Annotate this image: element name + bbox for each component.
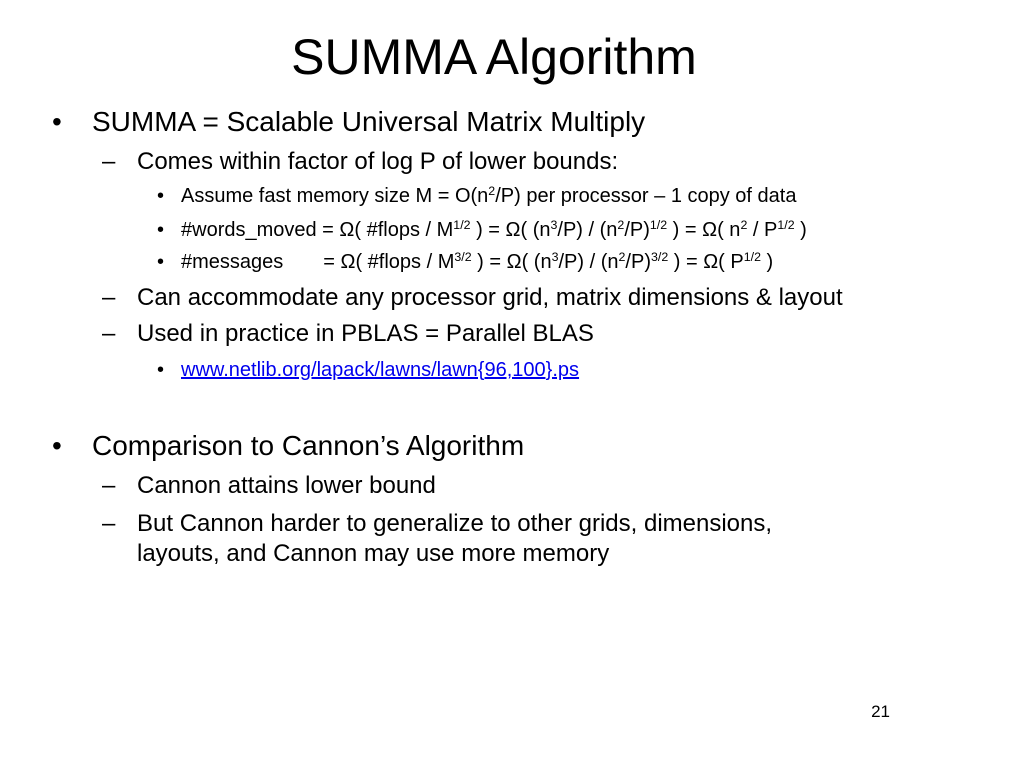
text: ) (760, 251, 774, 273)
text: ) = Ω( (n (471, 251, 552, 273)
superscript: 3 (550, 218, 558, 233)
text: / P (747, 219, 778, 241)
superscript: 2 (740, 218, 748, 233)
text: /P) / (n (557, 219, 618, 241)
bullet-netlib-link-line (181, 358, 579, 382)
text: ) (794, 219, 807, 241)
superscript: 1/2 (777, 218, 795, 233)
bullet-cannon-lower-bound: Cannon attains lower bound (137, 472, 436, 499)
dash-marker: – (102, 284, 116, 311)
text: #messages (181, 251, 284, 273)
dash-marker: – (102, 320, 116, 347)
text: /P) / (n (558, 251, 619, 273)
superscript: 1/2 (649, 218, 668, 233)
text: /P) (625, 251, 651, 273)
superscript: 3 (551, 250, 559, 265)
bullet-cannon-harder-line1: But Cannon harder to generalize to other grids, dimensions, (137, 510, 773, 537)
bullet-marker: • (157, 359, 165, 381)
bullet-words-moved (181, 218, 807, 242)
bullet-lower-bounds: Comes within factor of log P of lower bounds: (137, 148, 619, 175)
superscript: 2 (488, 184, 496, 199)
dash-marker: – (102, 472, 116, 499)
dash-marker: – (102, 510, 116, 537)
superscript: 2 (618, 250, 626, 265)
superscript: 3/2 (454, 250, 472, 265)
text: ) = Ω( (n (470, 219, 551, 241)
bullet-pblas: Used in practice in PBLAS = Parallel BLAS (137, 320, 594, 347)
text: ) = Ω( P (668, 251, 744, 273)
page-number: 21 (871, 702, 890, 721)
superscript: 3/2 (650, 250, 669, 265)
superscript: 1/2 (453, 218, 471, 233)
bullet-marker: • (157, 185, 165, 207)
text: #words_moved = Ω( #flops / M (181, 219, 454, 241)
bullet-cannon-comparison: Comparison to Cannon’s Algorithm (92, 430, 525, 461)
bullet-fast-memory (181, 184, 796, 208)
bullet-cannon-harder-line2: layouts, and Cannon may use more memory (137, 540, 610, 567)
bullet-messages (181, 250, 773, 274)
text: Assume fast memory size M = O(n (181, 185, 489, 207)
bullet-marker: • (52, 430, 62, 461)
bullet-processor-grid: Can accommodate any processor grid, matrix dimensions & layout (137, 284, 843, 311)
bullet-summa-definition: SUMMA = Scalable Universal Matrix Multiply (92, 106, 646, 137)
text: = Ω( #flops / M (323, 251, 455, 273)
bullet-marker: • (52, 106, 62, 137)
netlib-link[interactable]: www.netlib.org/lapack/lawns/lawn{96,100}.ps (181, 359, 580, 381)
bullet-marker: • (157, 251, 165, 273)
bullet-marker: • (157, 219, 165, 241)
superscript: 2 (617, 218, 625, 233)
text: /P) (624, 219, 650, 241)
text: ) = Ω( n (667, 219, 741, 241)
dash-marker: – (102, 148, 116, 175)
slide-title: SUMMA Algorithm (291, 29, 697, 85)
text: /P) per processor – 1 copy of data (495, 185, 797, 207)
superscript: 1/2 (743, 250, 761, 265)
